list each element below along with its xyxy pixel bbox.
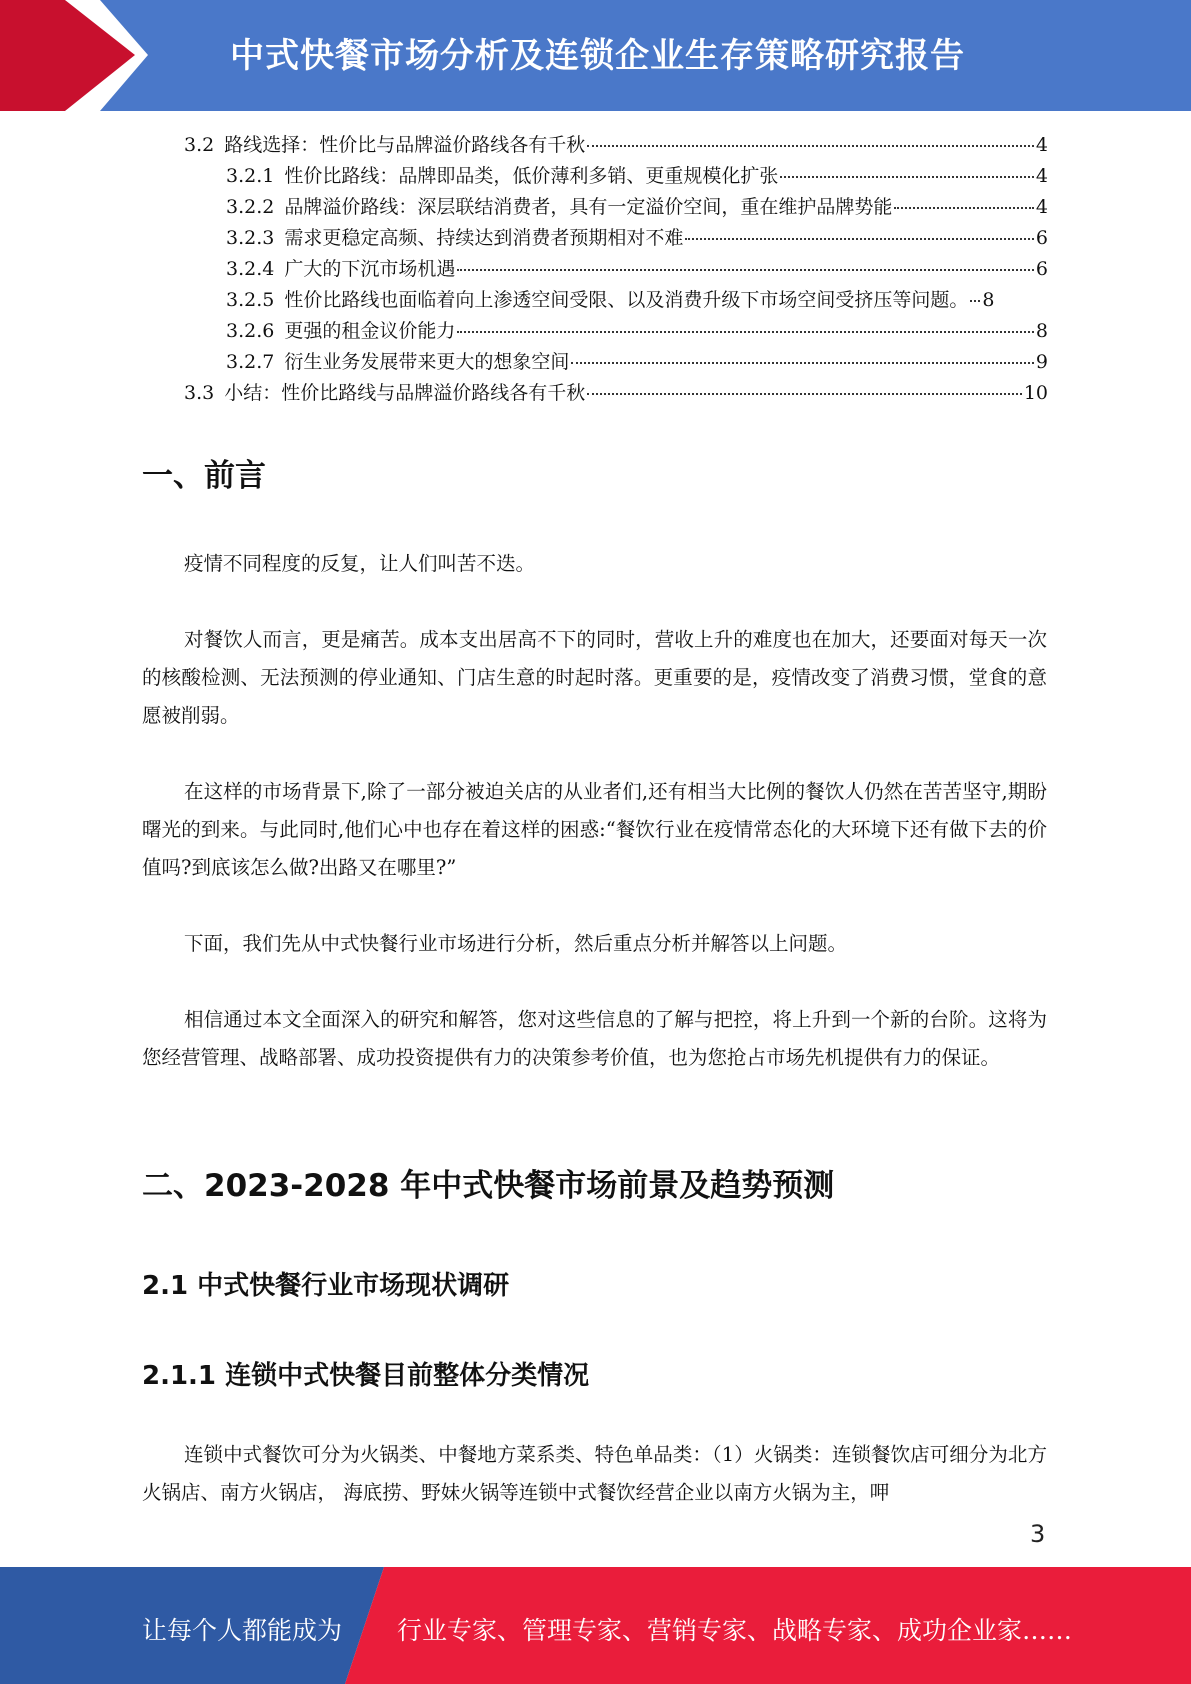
toc-title: 性价比路线也面临着向上渗透空间受限、以及消费升级下市场空间受挤压等问题。 bbox=[284, 289, 969, 311]
toc-number: 3.2.3 bbox=[226, 227, 275, 249]
toc-number: 3.2.7 bbox=[226, 351, 275, 373]
toc-leader bbox=[571, 362, 1034, 364]
toc-title: 性价比路线：品牌即品类，低价薄利多销、更重规模化扩张 bbox=[284, 165, 779, 187]
toc-number: 3.2.1 bbox=[226, 165, 275, 187]
toc-page: 8 bbox=[982, 289, 995, 311]
toc-leader bbox=[457, 269, 1034, 271]
subsubsection-heading: 2.1.1 连锁中式快餐目前整体分类情况 bbox=[142, 1361, 590, 1391]
toc-leader bbox=[685, 238, 1034, 240]
toc-title: 小结：性价比路线与品牌溢价路线各有千秋 bbox=[224, 382, 586, 404]
paragraph: 相信通过本文全面深入的研究和解答，您对这些信息的了解与把控，将上升到一个新的台阶。这将为您经营管理、战略部署、成功投资提供有力的决策参考价值，也为您抢占市场先机提供有力的保证。 bbox=[142, 1008, 1047, 1069]
toc-entry[interactable] bbox=[226, 192, 1048, 218]
paragraph: 疫情不同程度的反复，让人们叫苦不迭。 bbox=[184, 552, 536, 575]
toc-page: 10 bbox=[1023, 382, 1048, 404]
paragraph: 下面，我们先从中式快餐行业市场进行分析，然后重点分析并解答以上问题。 bbox=[184, 932, 848, 955]
paragraph: 在这样的市场背景下,除了一部分被迫关店的从业者们,还有相当大比例的餐饮人仍然在苦苦坚守,期盼曙光的到来。与此同时,他们心中也存在着这样的困惑:“餐饮行业在疫情常态化的大环境下还有做下去的价值吗?到底该怎么做?出路又在哪里?” bbox=[142, 780, 1047, 879]
toc-page: 4 bbox=[1035, 134, 1048, 156]
toc-entry[interactable] bbox=[184, 130, 1048, 156]
toc-title: 广大的下沉市场机遇 bbox=[284, 258, 456, 280]
toc-title: 路线选择：性价比与品牌溢价路线各有千秋 bbox=[224, 134, 586, 156]
toc-title: 更强的租金议价能力 bbox=[284, 320, 456, 342]
header-banner bbox=[0, 0, 1191, 111]
footer-slogan-left: 让每个人都能成为 bbox=[142, 1616, 343, 1645]
toc-entry[interactable] bbox=[226, 316, 1048, 342]
subsection-heading: 2.1 中式快餐行业市场现状调研 bbox=[142, 1271, 510, 1301]
toc-number: 3.2.2 bbox=[226, 196, 275, 218]
toc-leader bbox=[894, 207, 1034, 209]
toc-leader bbox=[970, 300, 980, 302]
paragraph: 连锁中式餐饮可分为火锅类、中餐地方菜系类、特色单品类：（1）火锅类：连锁餐饮店可细分为北方火锅店、南方火锅店， 海底捞、野妹火锅等连锁中式餐饮经营企业以南方火锅为主，呷 bbox=[142, 1443, 1047, 1504]
page-number: 3 bbox=[1030, 1520, 1046, 1548]
toc-number: 3.2 bbox=[184, 134, 215, 156]
toc-leader bbox=[587, 145, 1034, 147]
toc-number: 3.2.4 bbox=[226, 258, 275, 280]
toc-leader bbox=[780, 176, 1034, 178]
report-title: 中式快餐市场分析及连锁企业生存策略研究报告 bbox=[230, 36, 965, 76]
toc-title: 需求更稳定高频、持续达到消费者预期相对不难 bbox=[284, 227, 684, 249]
toc-entry[interactable] bbox=[226, 223, 1048, 249]
toc-leader bbox=[587, 393, 1022, 395]
toc-entry[interactable] bbox=[226, 285, 1048, 311]
toc-title: 品牌溢价路线：深层联结消费者，具有一定溢价空间，重在维护品牌势能 bbox=[284, 196, 893, 218]
toc-entry[interactable] bbox=[226, 254, 1048, 280]
toc-page: 6 bbox=[1035, 258, 1048, 280]
section-heading-forecast: 二、2023-2028 年中式快餐市场前景及趋势预测 bbox=[142, 1168, 835, 1204]
toc-title: 衍生业务发展带来更大的想象空间 bbox=[284, 351, 570, 373]
toc-page: 6 bbox=[1035, 227, 1048, 249]
footer-slogan-right: 行业专家、管理专家、营销专家、战略专家、成功企业家…… bbox=[397, 1616, 1073, 1645]
paragraph: 对餐饮人而言，更是痛苦。成本支出居高不下的同时，营收上升的难度也在加大，还要面对每天一次的核酸检测、无法预测的停业通知、门店生意的时起时落。更重要的是，疫情改变了消费习惯，堂食的意愿被削弱。 bbox=[142, 628, 1047, 727]
toc-page: 4 bbox=[1035, 196, 1048, 218]
toc-number: 3.2.5 bbox=[226, 289, 275, 311]
toc-number: 3.2.6 bbox=[226, 320, 275, 342]
toc-entry[interactable] bbox=[226, 347, 1048, 373]
toc-page: 4 bbox=[1035, 165, 1048, 187]
section-heading-preface: 一、前言 bbox=[142, 458, 266, 494]
toc-entry[interactable] bbox=[184, 378, 1048, 404]
toc-number: 3.3 bbox=[184, 382, 215, 404]
toc-page: 8 bbox=[1035, 320, 1048, 342]
toc-leader bbox=[457, 331, 1034, 333]
footer-banner bbox=[0, 1567, 1191, 1684]
toc-page: 9 bbox=[1035, 351, 1048, 373]
toc-entry[interactable] bbox=[226, 161, 1048, 187]
